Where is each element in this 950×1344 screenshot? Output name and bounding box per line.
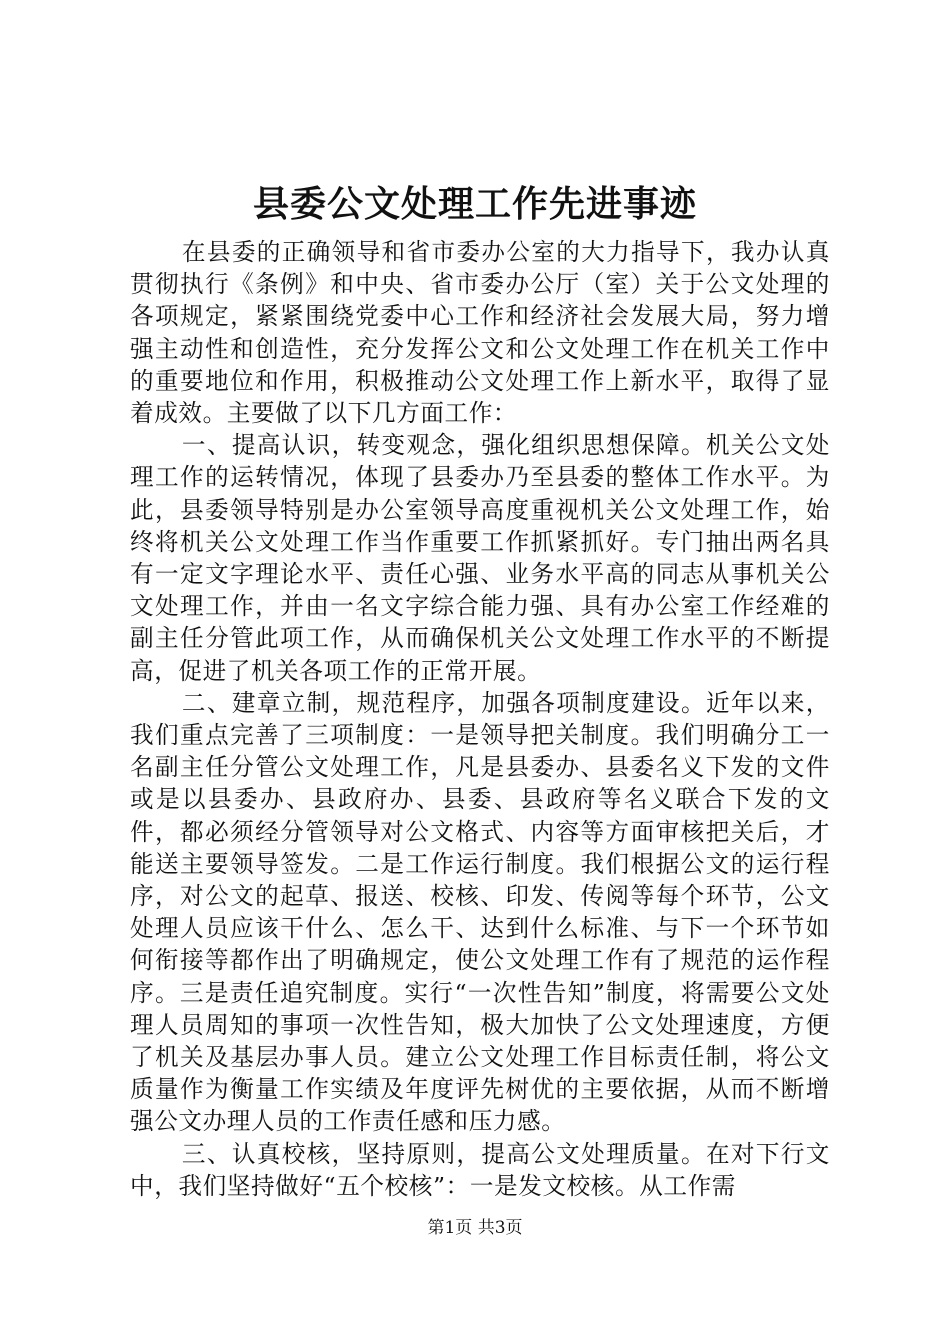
paragraph-intro: 在县委的正确领导和省市委办公室的大力指导下，我办认真贯彻执行《条例》和中央、省市委办公厅（室）关于公文处理的各项规定，紧紧围绕党委中心工作和经济社会发展大局，努力增强主动性和创造性，充分发挥公文和公文处理工作在机关工作中的重要地位和作用，积极推动公文处理工作上新水平，取得了显着成效。主要做了以下几方面工作：	[130, 238, 830, 428]
paragraph-section-2: 二、建章立制，规范程序，加强各项制度建设。近年以来，我们重点完善了三项制度：一是领导把关制度。我们明确分工一名副主任分管公文处理工作，凡是县委办、县委名义下发的文件或是以县委办、县政府办、县委、县政府等名义联合下发的文件，都必须经分管领导对公文格式、内容等方面审核把关后，才能送主要领导签发。二是工作运行制度。我们根据公文的运行程序，对公文的起草、报送、校核、印发、传阅等每个环节，公文处理人员应该干什么、怎么干、达到什么标准、与下一个环节如何衔接等都作出了明确规定，使公文处理工作有了规范的运作程序。三是责任追究制度。实行“一次性告知”制度，将需要公文处理人员周知的事项一次性告知，极大加快了公文处理速度，方便了机关及基层办事人员。建立公文处理工作目标责任制，将公文质量作为衡量工作实绩及年度评先树优的主要依据，从而不断增强公文办理人员的工作责任感和压力感。	[130, 688, 830, 1136]
document-body	[130, 236, 830, 1202]
paragraph-section-3: 三、认真校核，坚持原则，提高公文处理质量。在对下行文中，我们坚持做好“五个校核”：一是发文校核。从工作需	[130, 1139, 830, 1200]
document-title: 县委公文处理工作先进事迹	[252, 183, 697, 225]
paragraph-section-1: 一、提高认识，转变观念，强化组织思想保障。机关公文处理工作的运转情况，体现了县委办乃至县委的整体工作水平。为此，县委领导特别是办公室领导高度重视机关公文处理工作，始终将机关公文处理工作当作重要工作抓紧抓好。专门抽出两名具有一定文字理论水平、责任心强、业务水平高的同志从事机关公文处理工作，并由一名文字综合能力强、具有办公室工作经难的副主任分管此项工作，从而确保机关公文处理工作水平的不断提高，促进了机关各项工作的正常开展。	[130, 431, 830, 685]
page-footer: 第1页 共3页	[427, 1218, 523, 1238]
